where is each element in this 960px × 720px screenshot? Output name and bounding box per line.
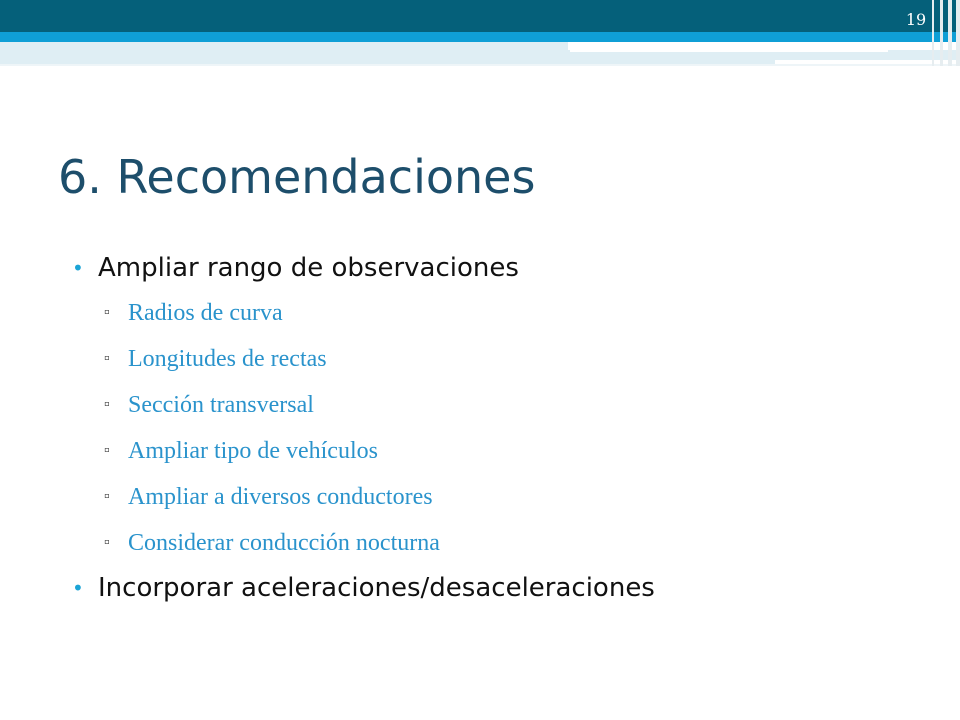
vertical-stripe (948, 0, 952, 66)
sub-list-item-text: Sección transversal (128, 392, 314, 418)
vertical-stripe (940, 0, 943, 66)
square-bullet-icon: ▫ (104, 488, 110, 505)
header-band-step (568, 42, 960, 50)
sub-list-item (70, 290, 930, 336)
list-item-text: Incorporar aceleraciones/desaceleraciones (98, 573, 655, 603)
vertical-stripe (956, 0, 960, 66)
sub-list-item-text: Radios de curva (128, 300, 283, 326)
sub-list-item (70, 520, 930, 566)
list-item (70, 566, 930, 610)
slide-number: 19 (905, 10, 927, 29)
square-bullet-icon: ▫ (104, 396, 110, 413)
header-band-dark (0, 0, 960, 32)
sub-list-item (70, 382, 930, 428)
header-band-blue (0, 32, 960, 42)
slide-title: 6. Recomendaciones (58, 150, 536, 204)
sub-list-item-text: Ampliar tipo de vehículos (128, 438, 378, 464)
sub-list-item (70, 474, 930, 520)
list-item (70, 246, 930, 290)
bullet-dot-icon: • (72, 256, 84, 280)
square-bullet-icon: ▫ (104, 534, 110, 551)
sub-list-item (70, 428, 930, 474)
header-accent-line (570, 50, 888, 52)
sub-list-item-text: Considerar conducción nocturna (128, 530, 440, 556)
bullet-dot-icon: • (72, 576, 84, 600)
sub-list (70, 290, 930, 566)
square-bullet-icon: ▫ (104, 442, 110, 459)
vertical-stripe (932, 0, 934, 66)
sub-list-item-text: Ampliar a diversos conductores (128, 484, 433, 510)
square-bullet-icon: ▫ (104, 350, 110, 367)
square-bullet-icon: ▫ (104, 304, 110, 321)
list-item-text: Ampliar rango de observaciones (98, 253, 519, 283)
header-shadow (0, 64, 960, 66)
sub-list-item-text: Longitudes de rectas (128, 346, 327, 372)
bullet-list (70, 246, 930, 610)
sub-list-item (70, 336, 930, 382)
